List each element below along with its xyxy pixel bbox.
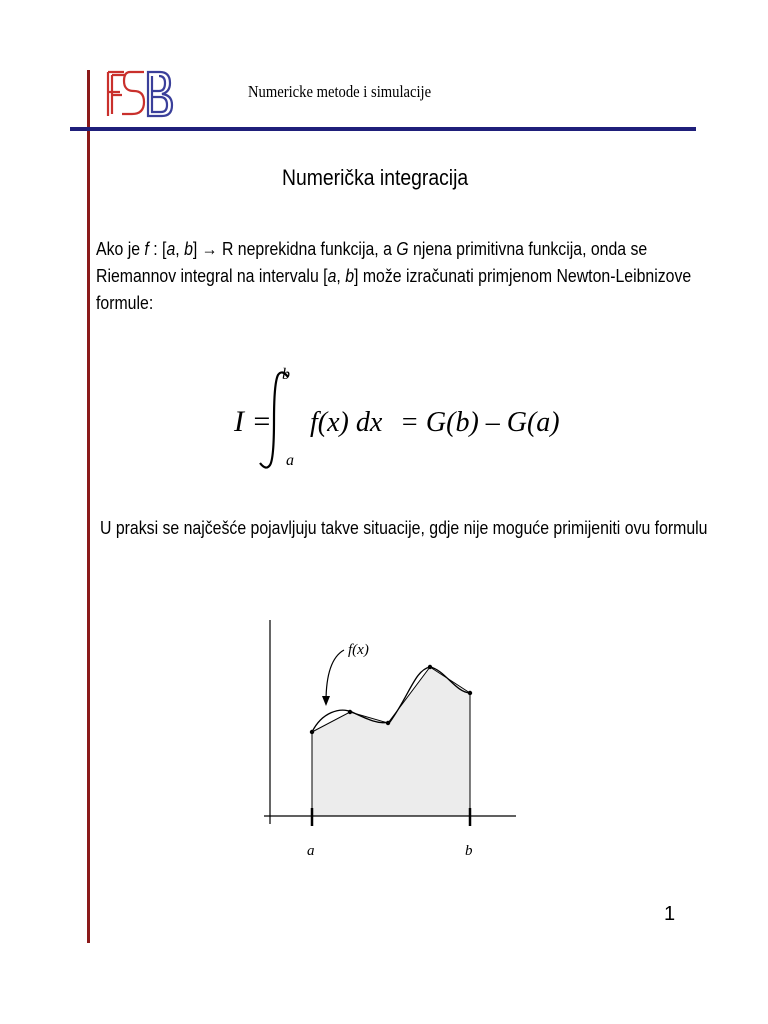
intro-text: , [175, 239, 185, 259]
formula-upper-limit: b [282, 366, 290, 383]
header-divider-rule [70, 127, 696, 131]
note-text: U praksi se najčešće pojavljuju takve situacije, gdje nije moguće primijeniti ovu formulu [100, 518, 708, 538]
page-number: 1 [664, 903, 676, 925]
intro-text: Riemannov integral na intervalu [ [96, 266, 328, 286]
newton-leibniz-formula [230, 365, 560, 475]
intro-var-G: G [396, 239, 409, 259]
formula-lhs: I = [234, 405, 272, 438]
sample-point [428, 665, 432, 669]
intro-var-f: f [144, 239, 149, 259]
curve-label: f(x) [348, 642, 369, 658]
intro-var-a: a [166, 239, 176, 259]
intro-text: ] može izračunati primjenom Newton-Leibnizove [354, 266, 692, 286]
left-accent-rule [87, 70, 90, 943]
sample-point [310, 730, 314, 734]
sample-point [386, 721, 390, 725]
formula-rhs: = G(b) – G(a) [400, 407, 560, 438]
x-label-a: a [307, 843, 315, 859]
integral-area-diagram [260, 612, 530, 862]
arrowhead-icon [322, 696, 330, 706]
intro-paragraph [96, 236, 691, 317]
sample-point [348, 710, 352, 714]
formula-integrand: f(x) dx [310, 407, 383, 438]
course-title: Numericke metode i simulacije [248, 82, 432, 101]
intro-text: : [ [148, 239, 167, 259]
intro-text: ] → R neprekidna funkcija, a [192, 239, 397, 259]
fsb-logo [104, 64, 174, 122]
x-label-b: b [465, 843, 473, 859]
label-pointer-arrow [326, 650, 344, 702]
intro-line-2 [96, 263, 691, 290]
formula-lower-limit: a [286, 452, 294, 469]
slide-title: Numerička integracija [282, 165, 469, 190]
sample-point [468, 691, 472, 695]
intro-var-b: b [345, 266, 355, 286]
intro-text: njena primitivna funkcija, onda se [408, 239, 648, 259]
intro-text: Ako je [96, 239, 145, 259]
intro-var-a: a [327, 266, 337, 286]
intro-line-3: formule: [96, 293, 154, 313]
intro-var-b: b [184, 239, 193, 259]
intro-text: , [336, 266, 346, 286]
intro-line-1 [96, 236, 691, 263]
area-under-curve [312, 667, 470, 816]
